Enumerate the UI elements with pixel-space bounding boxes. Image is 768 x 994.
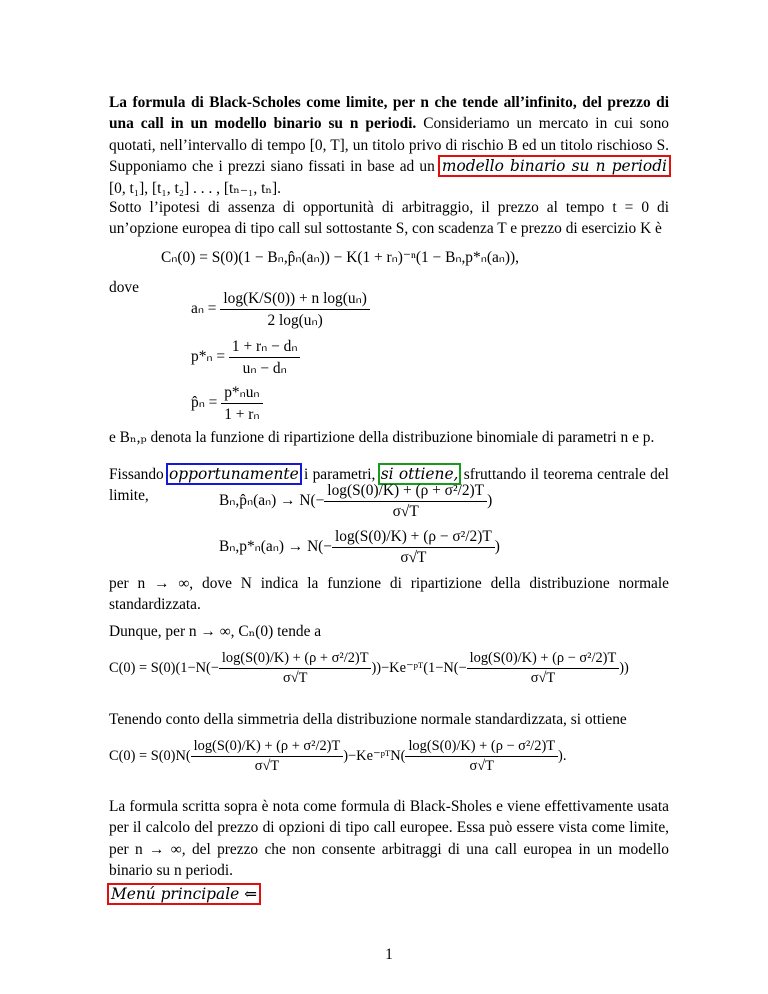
intervals-text: [0, t₁], [t₁, t₂] . . . , [tₙ₋₁, tₙ]. [109,179,281,197]
si-ottiene-link[interactable]: si ottiene, [380,465,459,483]
pstar-fraction [229,337,301,378]
c0b-fraction2 [405,738,558,775]
c0-numerator1: log(S(0)/K) + (ρ + σ²/2)T [219,650,372,669]
binomial-paragraph: e Bₙ,ₚ denota la funzione di ripartizione della distribuzione binomiale di parametri n e p. [109,429,655,446]
limit2-numerator: log(S(0)/K) + (ρ − σ²/2)T [332,528,495,548]
phat-fraction [221,383,262,424]
modello-binario-link[interactable]: modello binario su n periodi [441,157,667,176]
phat-denominator: 1 + rₙ [224,406,260,423]
limit2-fraction [332,528,495,567]
conclusion-paragraph: La formula scritta sopra è nota come formula di Black-Sholes e viene effettivamente usata per il calcolo del prezzo di opzioni di tipo call europee. Essa può essere vista come limite, per n → ∞, del prezzo che non consente arbitraggi di una call europea in un modello binario su n periodi. [109,798,669,880]
normal-paragraph: per n → ∞, dove N indica la funzione di ripartizione della distribuzione normale standardizzata. [109,575,669,614]
intro-text: Consideriamo un mercato in cui sono quotati, nell’intervallo di tempo [0, T], un titolo privo di rischio B ed un titolo rischioso S. Supponiamo che i prezzi siano fissati in base ad un [109,115,669,176]
limit-text-a: Fissando [109,466,164,483]
c0b-fraction1 [191,738,344,775]
arbitrage-paragraph: Sotto l’ipotesi di assenza di opportunità di arbitraggio, il prezzo al tempo t = 0 di un’opzione europea di tipo call sul sottostante S, con scadenza T e prezzo di esercizio K è [109,199,669,238]
pstar-denominator: uₙ − dₙ [242,360,287,377]
equation-pstar [191,337,300,378]
equation-c0-symmetric [109,738,566,775]
limit1-denominator: σ√T [392,503,419,520]
menu-link-wrapper [109,885,259,904]
limit1-fraction [324,482,487,521]
c0-part-b: ))−Ke⁻ᵖᵀ(1−N(− [371,659,467,676]
c0-part-c: )) [619,659,629,676]
c0b-numerator2: log(S(0)/K) + (ρ − σ²/2)T [405,738,558,757]
c0-fraction2 [467,650,620,687]
equation-c0 [109,650,629,687]
dunque-paragraph: Dunque, per n → ∞, Cₙ(0) tende a [109,623,322,640]
phat-numerator: p*ₙuₙ [221,383,262,404]
c0-denominator2: σ√T [530,670,556,686]
section-title: La formula di Black-Scholes come limite, per n che tende all’infinito, del prezzo di una call in un modello binario su n periodi. [109,94,669,133]
equation-limit2 [219,528,500,567]
equation-limit1 [219,482,492,521]
c0b-denominator1: σ√T [254,758,280,774]
equation-an [191,289,370,330]
equation-cn: Cₙ(0) = S(0)(1 − Bₙ,p̂ₙ(aₙ)) − K(1 + rₙ)⁻ⁿ(1 − Bₙ,p*ₙ(aₙ)), [161,249,520,266]
an-fraction [220,289,369,330]
limit1-lhs: Bₙ,p̂ₙ(aₙ) → N(− [219,492,325,510]
dove-label: dove [109,279,139,296]
c0b-denominator2: σ√T [469,758,494,774]
limit1-numerator: log(S(0)/K) + (ρ + σ²/2)T [324,482,487,502]
phat-lhs: p̂ₙ = [191,394,218,412]
an-lhs: aₙ = [191,300,217,318]
c0b-part-b: )−Ke⁻ᵖᵀN( [343,747,406,764]
an-numerator: log(K/S(0)) + n log(uₙ) [220,289,369,310]
c0-denominator1: σ√T [282,670,308,686]
c0-fraction1 [219,650,372,687]
page-number: 1 [385,946,393,963]
c0b-part-a: C(0) = S(0)N( [109,747,191,764]
pstar-lhs: p*ₙ = [191,348,226,366]
pstar-numerator: 1 + rₙ − dₙ [229,337,301,358]
equation-phat [191,383,263,424]
opportunamente-link[interactable]: opportunamente [169,465,299,483]
limit-text-b: i parametri, [304,466,376,483]
c0b-part-c: ). [558,747,567,764]
c0-numerator2: log(S(0)/K) + (ρ − σ²/2)T [467,650,620,669]
c0b-numerator1: log(S(0)/K) + (ρ + σ²/2)T [191,738,344,757]
c0-part-a: C(0) = S(0)(1−N(− [109,659,219,676]
limit-text-c: sfruttando il teorema centrale del limite, [109,466,669,505]
intro-paragraph [109,92,669,199]
menu-principale-link[interactable]: Menú principale ⇐ [111,885,258,903]
simmetria-paragraph: Tenendo conto della simmetria della distribuzione normale standardizzata, si ottiene [109,711,627,728]
limit2-denominator: σ√T [400,549,427,566]
limit1-tail: ) [487,492,493,510]
limit2-lhs: Bₙ,p*ₙ(aₙ) → N(− [219,538,332,556]
an-denominator: 2 log(uₙ) [267,312,323,329]
limit2-tail: ) [494,538,500,556]
